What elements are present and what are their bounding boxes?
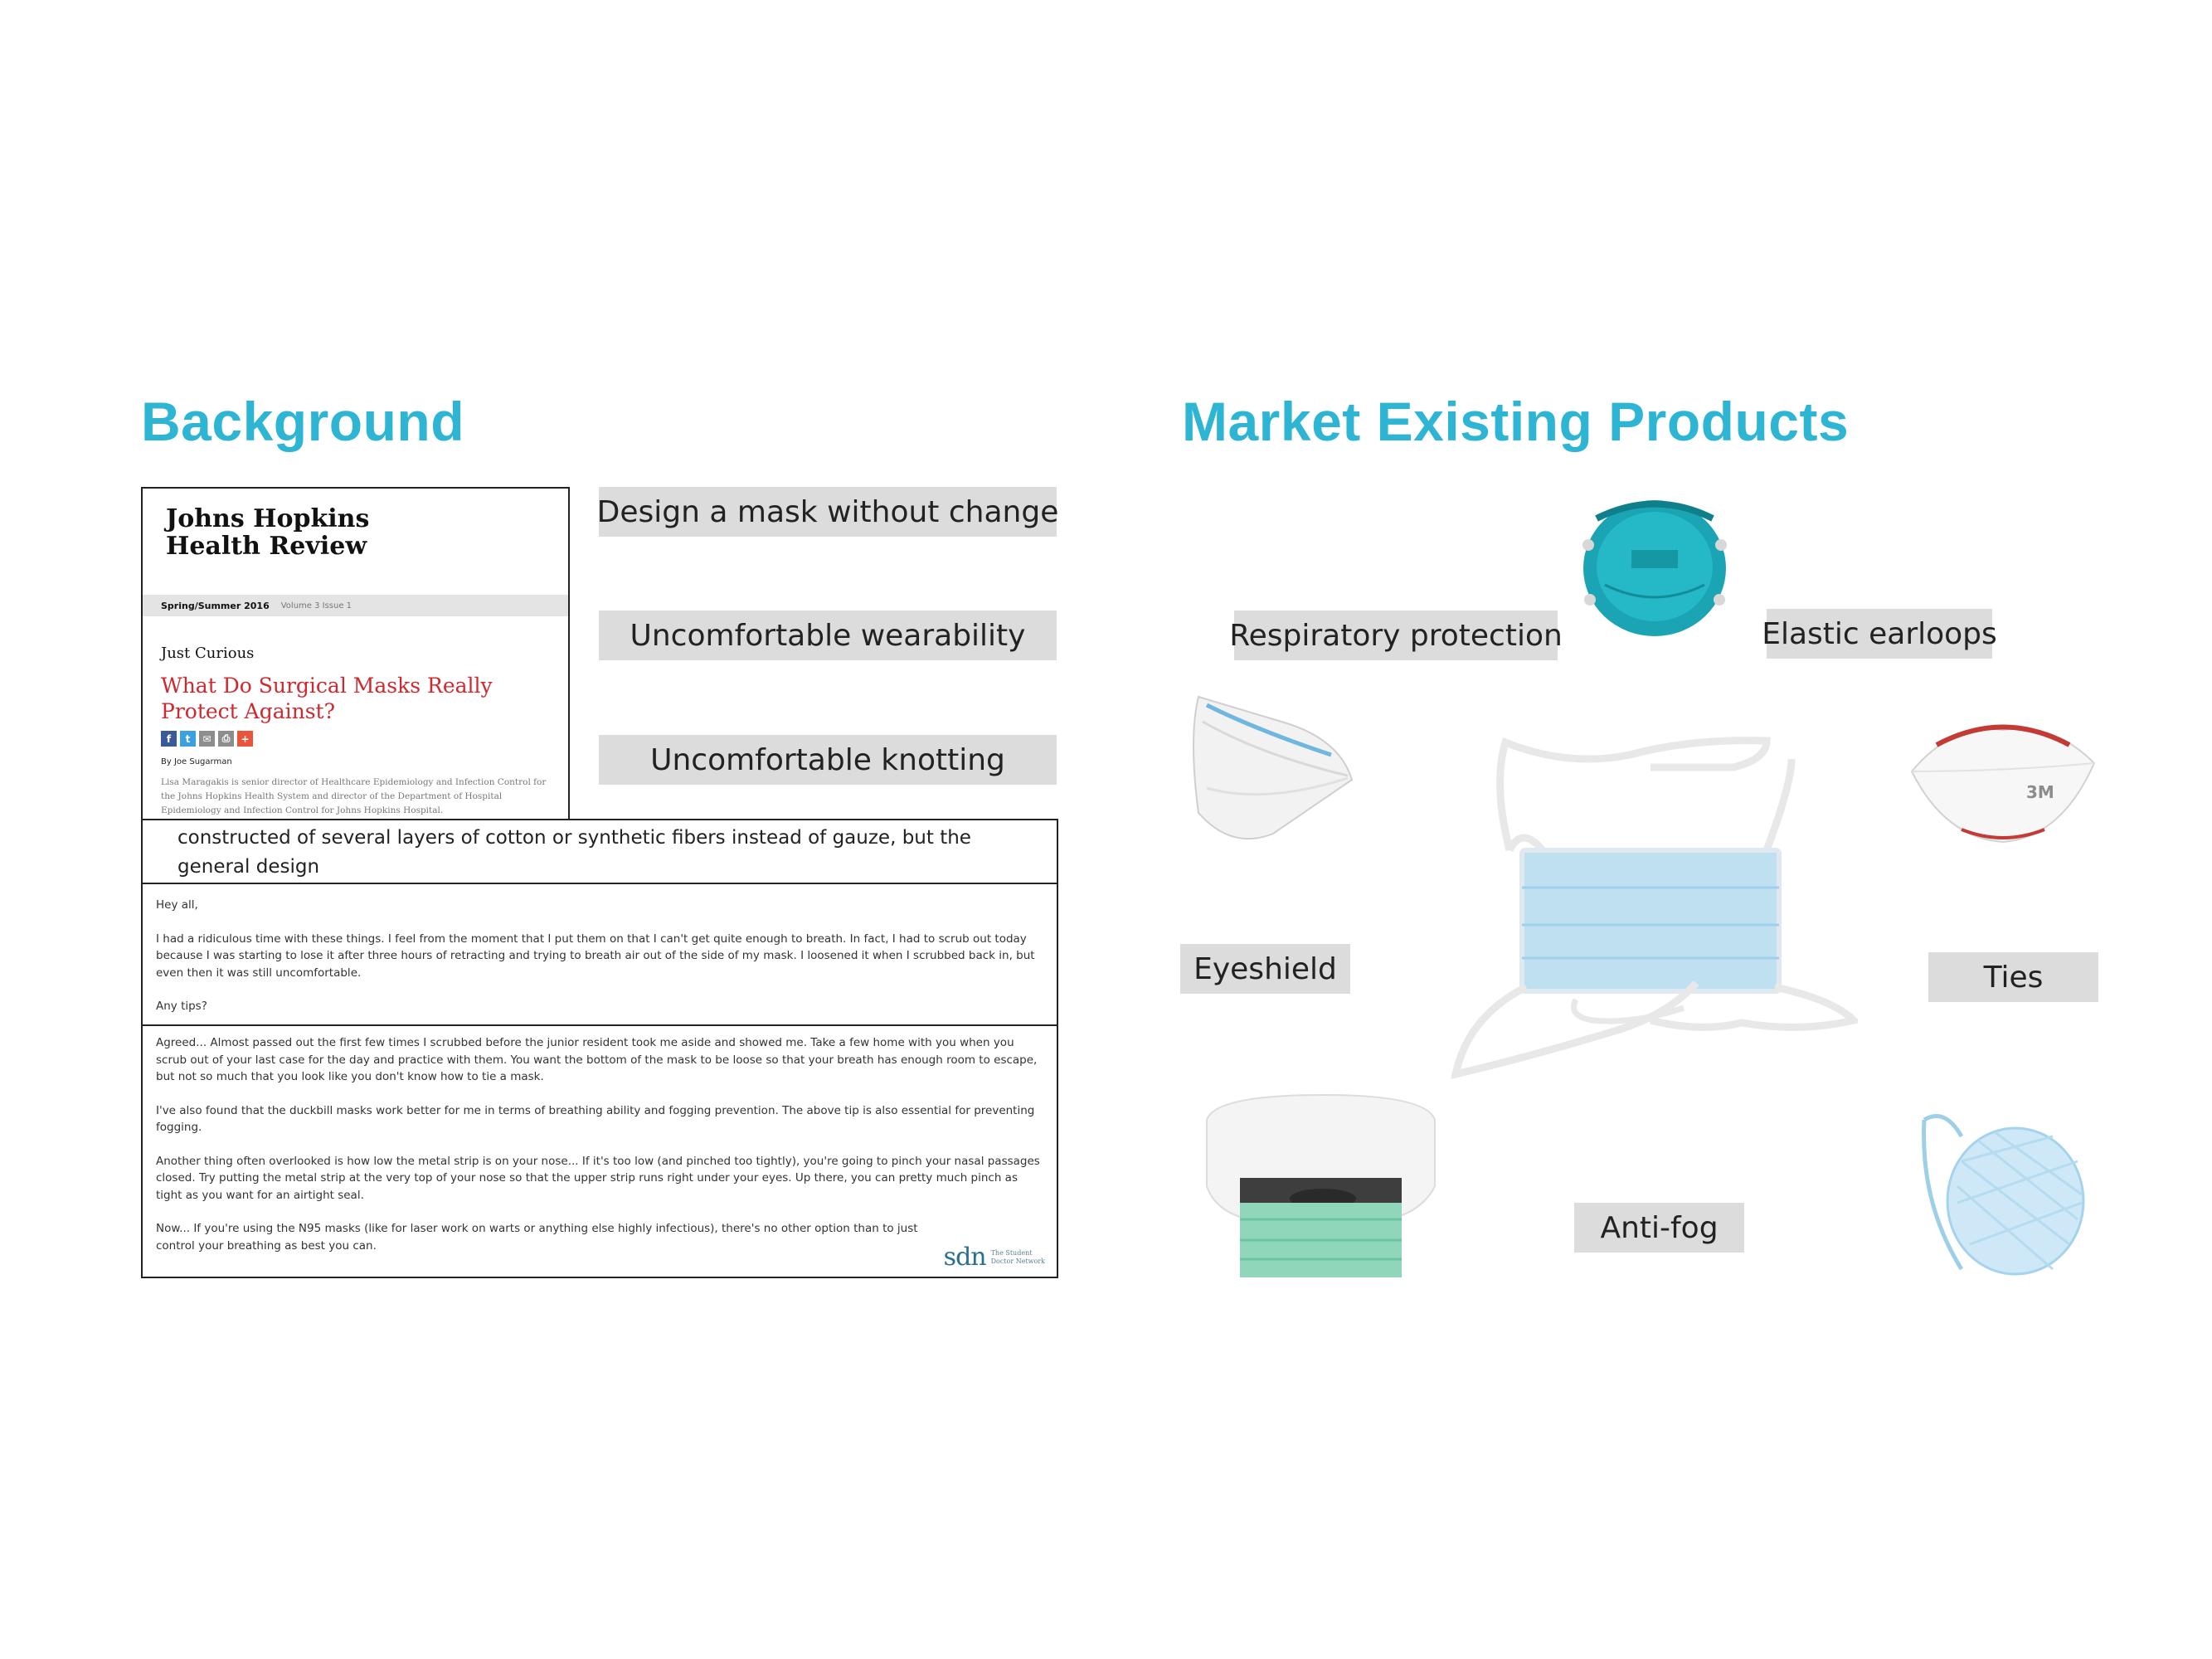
- tag-ties: Ties: [1928, 952, 2098, 1002]
- print-icon[interactable]: ⎙: [218, 731, 234, 747]
- plus-icon[interactable]: +: [237, 731, 253, 747]
- eyeshield-mask-image: [1198, 1087, 1443, 1286]
- tag-uncomfortable-wearability: Uncomfortable wearability: [599, 611, 1057, 660]
- post-2-paragraph-2: I've also found that the duckbill masks work better for me in terms of breathing ability and fogging prevention. The above tip is also essential for preventing fogging.: [156, 1103, 1035, 1134]
- article-byline: By Joe Sugarman: [161, 757, 232, 766]
- forum-post-1: [141, 883, 1058, 1027]
- forum-post-2: [141, 1024, 1058, 1278]
- forum-post-2-text: [156, 1034, 1043, 1271]
- n95-brand-text: 3M: [2026, 782, 2054, 802]
- background-title: Background: [141, 391, 465, 452]
- sdn-logo: [944, 1243, 1045, 1272]
- market-title: Market Existing Products: [1182, 391, 1850, 452]
- article-bio: Lisa Maragakis is senior director of Healthcare Epidemiology and Infection Control for the Johns Hopkins Health System and director of the Department of Hospital Epidemiology and Infection Control for Johns Hopkins Hospital.: [161, 777, 547, 815]
- quote-box: [141, 819, 1058, 885]
- forum-post-1-text: [156, 897, 1043, 1027]
- volume-label: Volume 3 Issue 1: [280, 601, 352, 611]
- surgical-mask-ties-image: [1443, 734, 1858, 1091]
- quote-text: [177, 824, 1040, 885]
- post-1-closing: Any tips?: [156, 1000, 207, 1013]
- twitter-icon[interactable]: t: [180, 731, 196, 747]
- tag-anti-fog: Anti-fog: [1574, 1203, 1744, 1253]
- logo-line-1: Johns Hopkins: [166, 504, 370, 533]
- issue-band: [143, 595, 570, 616]
- tag-eyeshield: Eyeshield: [1180, 944, 1350, 994]
- email-icon[interactable]: ✉: [199, 731, 215, 747]
- article-screenshot: [141, 487, 570, 820]
- sdn-line-2: Doctor Network: [990, 1257, 1045, 1265]
- quote-line-1: constructed of several layers of cotton or synthetic fibers instead of gauze, but the general design: [177, 827, 971, 878]
- sdn-line-1: The Student: [990, 1248, 1033, 1257]
- duckbill-mask-image: [1182, 688, 1364, 854]
- tag-design-without-change: Design a mask without change: [599, 487, 1057, 537]
- post-1-greeting: Hey all,: [156, 898, 198, 912]
- article-headline: What Do Surgical Masks Really Protect Against?: [161, 674, 493, 723]
- tag-respiratory-protection: Respiratory protection: [1234, 611, 1558, 660]
- sdn-mark: sdn: [943, 1243, 986, 1272]
- post-2-paragraph-3: Another thing often overlooked is how low the metal strip is on your nose... If it's too low (and pinched too tightly), you're going to pinch your nasal passages closed. Try putting the metal strip at the very top of your nose so that the upper strip runs right under your eyes. Up there, you can pretty much pinch as tight as you want for an airtight seal.: [156, 1154, 1040, 1202]
- tag-uncomfortable-knotting: Uncomfortable knotting: [599, 735, 1057, 785]
- post-1-body: I had a ridiculous time with these things. I feel from the moment that I put them on that I can't get quite enough to breath. In fact, I had to scrub out today because I was starting to lose it after three hours of retracting and trying to breath air out of the side of my mask. I loosened it when I scrubbed back in, but even then it was still uncomfortable.: [156, 932, 1035, 980]
- issue-label: Spring/Summer 2016: [161, 600, 270, 611]
- post-2-paragraph-1: Agreed... Almost passed out the first few times I scrubbed before the junior resident took me aside and showed me. Take a few home with you when you scrub out of your last case for the day and practice with them. You want the bottom of the mask to be loose so that your breath has enough room to escape, but not so much that you look like you don't know how to tie a mask.: [156, 1036, 1038, 1083]
- publication-logo: [166, 505, 369, 560]
- post-2-paragraph-4: Now... If you're using the N95 masks (like for laser work on warts or anything else highly infectious), there's no other option than to just control your breathing as best you can.: [156, 1222, 918, 1253]
- share-buttons[interactable]: [161, 731, 253, 747]
- facebook-icon[interactable]: f: [161, 731, 177, 747]
- cup-mask-straps-image: [1912, 1103, 2090, 1282]
- folded-n95-mask-image: [1903, 713, 2103, 846]
- tag-elastic-earloops: Elastic earloops: [1767, 609, 1992, 659]
- teal-n95-mask-image: [1572, 485, 1738, 643]
- article-kicker: Just Curious: [161, 645, 255, 662]
- logo-line-2: Health Review: [166, 532, 367, 561]
